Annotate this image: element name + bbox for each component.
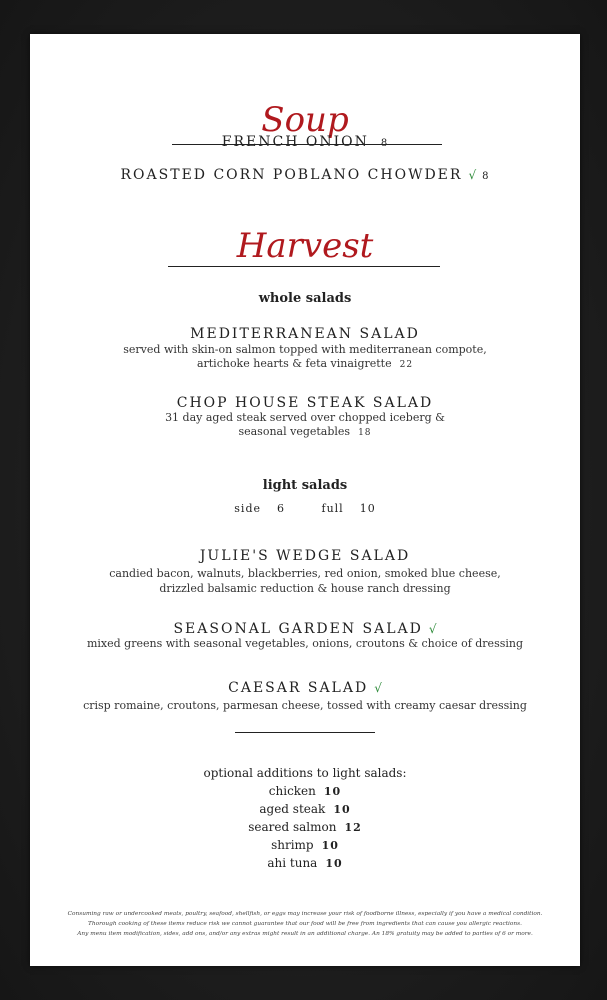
salad-chop-house-desc-1: 31 day aged steak served over chopped iceberg &: [165, 411, 445, 424]
salad-chop-house-desc-2: seasonal vegetables 18: [238, 425, 372, 438]
item-price: 18: [358, 428, 372, 438]
item-price: 8: [380, 138, 389, 149]
item-name: ROASTED CORN POBLANO CHOWDER: [120, 167, 463, 183]
item-name: FRENCH ONION: [221, 134, 369, 150]
disclaimer-line-3: Any menu item modification, sides, add ons, and/or any extras might result in an additional charge. An 18% gratuity may be added to parties of 6 or more.: [77, 931, 533, 937]
harvest-divider: [168, 266, 440, 267]
addition-aged-steak: aged steak 10: [259, 802, 351, 816]
additions-divider: [235, 732, 375, 733]
disclaimer-line-2: Thorough cooking of these items reduce risk we cannot guarantee that our food will be free from ingredients that can cause you allergic reactions.: [88, 921, 522, 927]
salad-garden-name: SEASONAL GARDEN SALAD √: [173, 621, 437, 637]
full-price: 10: [359, 502, 376, 515]
menu-page: [30, 34, 580, 966]
addition-seared-salmon: seared salmon 12: [248, 820, 362, 834]
salad-wedge-name: JULIE'S WEDGE SALAD: [199, 548, 411, 564]
addition-chicken: chicken 10: [268, 784, 342, 798]
salad-wedge-desc-2: drizzled balsamic reduction & house ranch dressing: [159, 582, 451, 595]
salad-mediterranean-desc-2: artichoke hearts & feta vinaigrette 22: [196, 357, 414, 370]
vegetarian-icon: √: [374, 681, 382, 695]
full-label: full: [321, 502, 344, 515]
harvest-title: Harvest: [236, 226, 374, 266]
salad-caesar-name: CAESAR SALAD √: [228, 680, 382, 696]
addition-ahi-tuna: ahi tuna 10: [267, 856, 343, 870]
item-price: 22: [399, 360, 414, 370]
soup-item-french-onion: [30, 134, 580, 150]
salad-caesar-desc: crisp romaine, croutons, parmesan cheese, tossed with creamy caesar dressing: [83, 699, 527, 712]
additions-heading: optional additions to light salads:: [203, 766, 407, 780]
vegetarian-icon: √: [468, 168, 477, 182]
light-salad-sizes: [30, 502, 580, 515]
salad-mediterranean-name: MEDITERRANEAN SALAD: [190, 326, 420, 342]
addition-shrimp: shrimp 10: [271, 838, 339, 852]
side-price: 6: [277, 502, 285, 515]
salad-mediterranean-desc-1: served with skin-on salmon topped with mediterranean compote,: [123, 343, 487, 356]
soup-item-corn-chowder: [30, 167, 580, 183]
item-price: 8: [482, 171, 490, 182]
side-label: side: [234, 502, 261, 515]
whole-salads-heading: whole salads: [258, 291, 352, 306]
vegetarian-icon: √: [428, 622, 437, 636]
light-salads-heading: light salads: [262, 478, 348, 493]
salad-chop-house-name: CHOP HOUSE STEAK SALAD: [176, 395, 434, 411]
disclaimer-line-1: Consuming raw or undercooked meats, poultry, seafood, shellfish, or eggs may increase your risk of foodborne illness, especially if you have a medical condition.: [67, 911, 543, 917]
salad-garden-desc: mixed greens with seasonal vegetables, onions, croutons & choice of dressing: [86, 637, 524, 650]
salad-wedge-desc-1: candied bacon, walnuts, blackberries, red onion, smoked blue cheese,: [109, 567, 501, 580]
soup-title: Soup: [261, 100, 349, 140]
